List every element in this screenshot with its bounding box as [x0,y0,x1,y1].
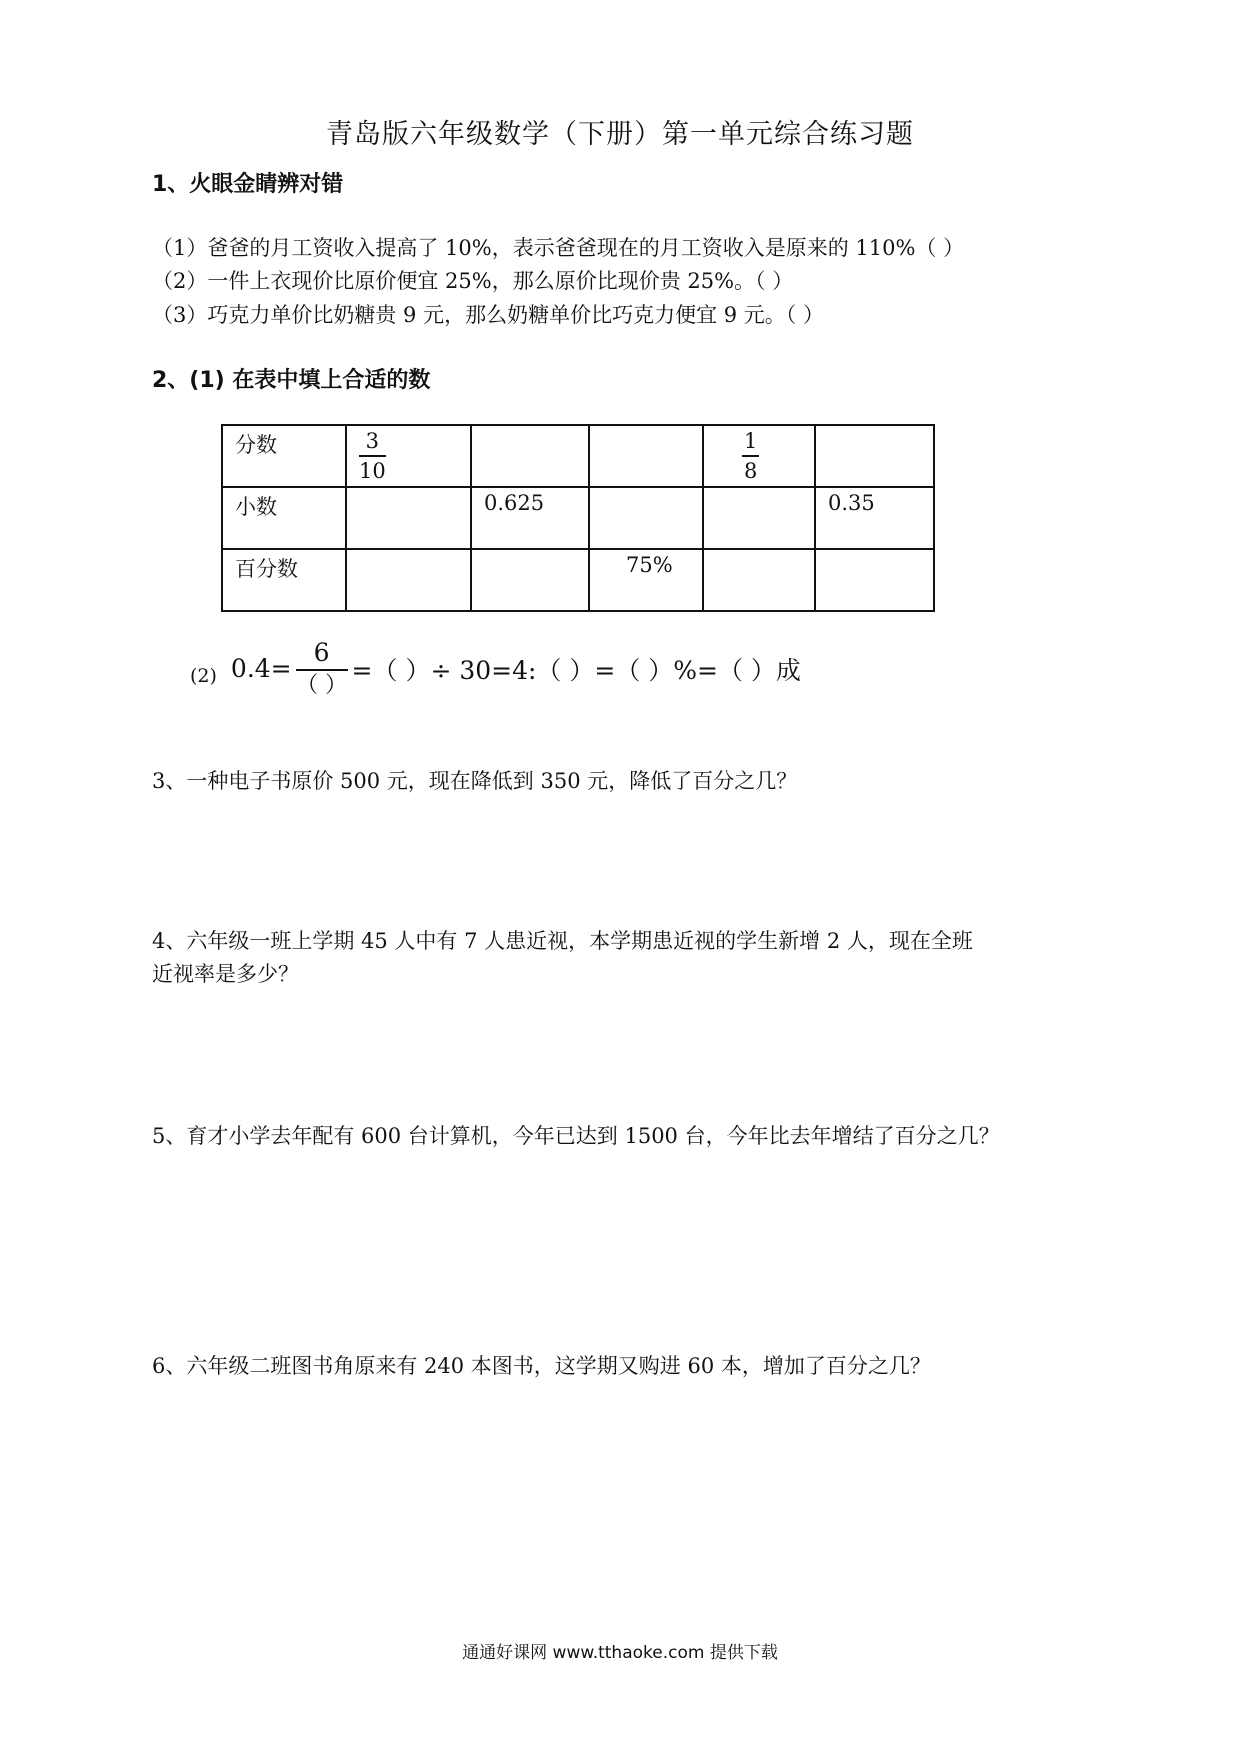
table-cell[interactable] [346,425,471,487]
table-cell[interactable] [703,425,815,487]
page-title: 青岛版六年级数学（下册）第一单元综合练习题 [326,119,914,150]
section1-heading: 1、火眼金睛辨对错 [152,172,344,197]
equation-fraction: $\frac{6}{( )}$ [296,638,348,698]
table-cell[interactable] [703,549,815,611]
fraction-1-8: $\frac{1}{8}$ [744,429,758,483]
percent-row [222,549,934,611]
table-cell[interactable] [346,549,471,611]
table-cell[interactable]: 75% [589,549,703,611]
section2-heading: 2、(1) 在表中填上合适的数 [152,368,431,393]
conversion-table [221,424,935,612]
table-cell[interactable] [346,487,471,549]
table-cell[interactable] [703,487,815,549]
table-cell[interactable] [589,487,703,549]
fraction-row [222,425,934,487]
row-label-percent: 百分数 [222,549,346,611]
question-4: 4、六年级一班上学期 45 人中有 7 人患近视，本学期患近视的学生新增 2 人，现在全班 [152,929,973,953]
question-4-continued: 近视率是多少？ [152,962,299,986]
part2-label: (2) [190,664,217,687]
equation-prefix: 0.4= [230,654,292,683]
row-label-fraction: 分数 [222,425,346,487]
fraction-3-10: $\frac{3}{10}$ [359,429,386,483]
row-label-decimal: 小数 [222,487,346,549]
table-cell[interactable]: 0.35 [815,487,934,549]
question-6: 6、六年级二班图书角原来有 240 本图书，这学期又购进 60 本，增加了百分之几？ [152,1354,931,1378]
judge-item-2: （2）一件上衣现价比原价便宜 25%，那么原价比现价贵 25%。（ ） [152,269,794,293]
table-cell[interactable] [815,425,934,487]
question-3: 3、一种电子书原价 500 元，现在降低到 350 元，降低了百分之几？ [152,769,798,793]
table-cell[interactable] [471,425,589,487]
judge-item-1: （1）爸爸的月工资收入提高了 10%，表示爸爸现在的月工资收入是原来的 110%（ ） [152,236,965,260]
decimal-row [222,487,934,549]
footer-source: 通通好课网 www.tthaoke.com 提供下载 [462,1643,778,1663]
table-cell[interactable] [815,549,934,611]
equation-rest: =（ ）÷ 30=4:（ ）=（ ）%=（ ）成 [351,655,801,685]
question-5: 5、育才小学去年配有 600 台计算机，今年已达到 1500 台，今年比去年增结了百分之几？ [152,1124,1000,1148]
table-cell[interactable] [589,425,703,487]
table-cell[interactable]: 0.625 [471,487,589,549]
table-cell[interactable] [471,549,589,611]
judge-item-3: （3）巧克力单价比奶糖贵 9 元，那么奶糖单价比巧克力便宜 9 元。（ ） [152,303,824,327]
equation-line [190,640,801,697]
